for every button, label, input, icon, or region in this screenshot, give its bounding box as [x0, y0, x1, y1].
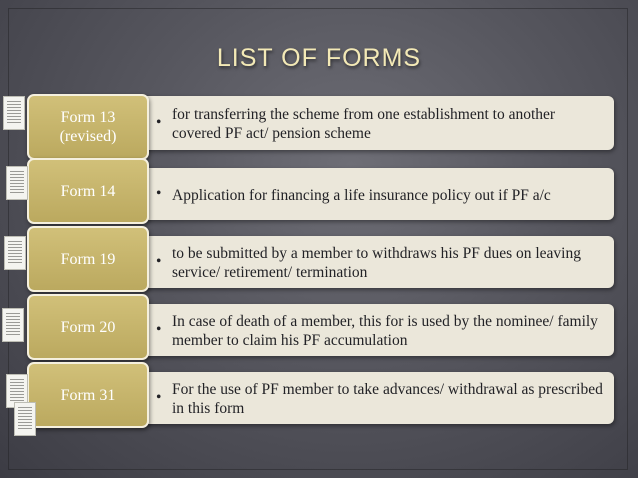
bullet-icon: • [156, 321, 162, 338]
form-description-text: Application for financing a life insurance policy out if PF a/c [172, 186, 551, 204]
form-description-text: In case of death of a member, this for is used by the nominee/ family member to claim his PF accumulation [172, 313, 598, 349]
bullet-icon: • [156, 185, 162, 202]
document-thumbnail-icon [3, 96, 25, 130]
form-description [130, 96, 614, 150]
bullet-icon: • [156, 253, 162, 270]
form-description-text: for transferring the scheme from one establishment to another covered PF act/ pension scheme [172, 106, 556, 142]
form-description [130, 372, 614, 424]
form-description-text: For the use of PF member to take advances/ withdrawal as prescribed in this form [172, 381, 603, 417]
form-label [27, 158, 149, 224]
form-row-31 [0, 362, 638, 442]
form-label [27, 362, 149, 428]
form-label-text: Form 20 [60, 318, 116, 336]
slide-title: LIST OF FORMS [216, 44, 422, 72]
form-label-text: Form 13 (revised) [59, 109, 117, 145]
form-description [130, 168, 614, 220]
document-thumbnail-icon [4, 236, 26, 270]
document-thumbnail-icon [6, 166, 28, 200]
form-description-text: to be submitted by a member to withdraws his PF dues on leaving service/ retirement/ termination [172, 245, 581, 281]
document-thumbnail-icon [14, 402, 36, 436]
form-label-text: Form 19 [60, 250, 116, 268]
form-label [27, 94, 149, 160]
form-description [130, 236, 614, 288]
form-label [27, 294, 149, 360]
form-description [130, 304, 614, 356]
form-label [27, 226, 149, 292]
form-label-text: Form 14 [60, 182, 116, 200]
bullet-icon: • [156, 389, 162, 406]
bullet-icon: • [156, 114, 162, 131]
form-label-text: Form 31 [60, 386, 116, 404]
document-thumbnail-icon [2, 308, 24, 342]
